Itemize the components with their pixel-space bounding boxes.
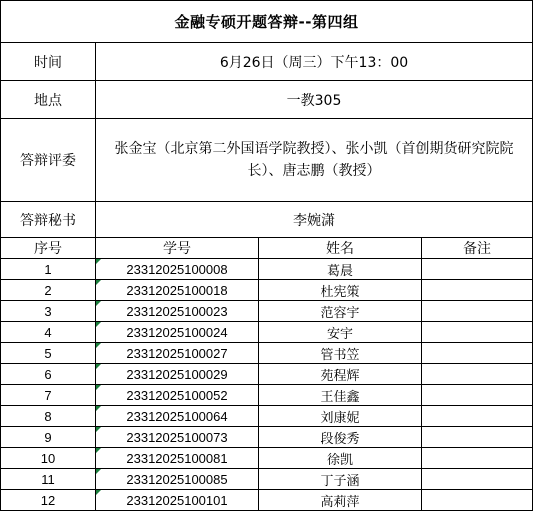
row-no[interactable]: 12 bbox=[1, 490, 96, 511]
row-student-id[interactable] bbox=[96, 322, 259, 343]
row-note[interactable] bbox=[422, 490, 533, 511]
header-name[interactable]: 姓名 bbox=[259, 238, 422, 259]
row-note[interactable] bbox=[422, 280, 533, 301]
row-name[interactable]: 丁子涵 bbox=[259, 469, 422, 490]
row-no[interactable]: 8 bbox=[1, 406, 96, 427]
sheet-title[interactable]: 金融专硕开题答辩--第四组 bbox=[1, 1, 533, 43]
row-student-id[interactable] bbox=[96, 385, 259, 406]
secretary-row bbox=[1, 202, 533, 238]
table-row bbox=[1, 364, 533, 385]
time-row bbox=[1, 43, 533, 81]
row-no[interactable]: 4 bbox=[1, 322, 96, 343]
row-student-id[interactable] bbox=[96, 301, 259, 322]
student-id-text: 23312025100073 bbox=[126, 429, 228, 445]
table-row bbox=[1, 469, 533, 490]
student-id-text: 23312025100008 bbox=[126, 261, 228, 277]
student-id-text: 23312025100081 bbox=[126, 450, 228, 466]
row-no[interactable]: 6 bbox=[1, 364, 96, 385]
row-note[interactable] bbox=[422, 448, 533, 469]
row-no[interactable]: 5 bbox=[1, 343, 96, 364]
table-row bbox=[1, 406, 533, 427]
row-name[interactable]: 刘康妮 bbox=[259, 406, 422, 427]
column-header-row bbox=[1, 238, 533, 259]
row-note[interactable] bbox=[422, 259, 533, 280]
committee-value[interactable]: 张金宝（北京第二外国语学院教授）、张小凯（首创期货研究院院长）、唐志鹏（教授） bbox=[96, 119, 533, 202]
row-name[interactable]: 安宇 bbox=[259, 322, 422, 343]
place-row bbox=[1, 81, 533, 119]
row-name[interactable]: 王佳鑫 bbox=[259, 385, 422, 406]
row-note[interactable] bbox=[422, 343, 533, 364]
student-id-text: 23312025100101 bbox=[126, 492, 228, 508]
title-row bbox=[1, 1, 533, 43]
secretary-value[interactable]: 李婉潇 bbox=[96, 202, 533, 238]
row-name[interactable]: 徐凯 bbox=[259, 448, 422, 469]
row-note[interactable] bbox=[422, 406, 533, 427]
time-label[interactable]: 时间 bbox=[1, 43, 96, 81]
text-number-flag-icon bbox=[96, 490, 101, 495]
text-number-flag-icon bbox=[96, 322, 101, 327]
table-row bbox=[1, 448, 533, 469]
row-name[interactable]: 段俊秀 bbox=[259, 427, 422, 448]
header-no[interactable]: 序号 bbox=[1, 238, 96, 259]
student-id-text: 23312025100024 bbox=[126, 324, 228, 340]
row-note[interactable] bbox=[422, 427, 533, 448]
text-number-flag-icon bbox=[96, 259, 101, 264]
row-name[interactable]: 葛晨 bbox=[259, 259, 422, 280]
row-note[interactable] bbox=[422, 322, 533, 343]
row-no[interactable]: 9 bbox=[1, 427, 96, 448]
row-no[interactable]: 3 bbox=[1, 301, 96, 322]
row-no[interactable]: 2 bbox=[1, 280, 96, 301]
table-row bbox=[1, 280, 533, 301]
table-row bbox=[1, 427, 533, 448]
place-value[interactable]: 一教305 bbox=[96, 81, 533, 119]
student-id-text: 23312025100029 bbox=[126, 366, 228, 382]
row-student-id[interactable] bbox=[96, 448, 259, 469]
header-note[interactable]: 备注 bbox=[422, 238, 533, 259]
student-id-text: 23312025100064 bbox=[126, 408, 228, 424]
row-name[interactable]: 高莉萍 bbox=[259, 490, 422, 511]
text-number-flag-icon bbox=[96, 280, 101, 285]
text-number-flag-icon bbox=[96, 469, 101, 474]
row-student-id[interactable] bbox=[96, 490, 259, 511]
row-student-id[interactable] bbox=[96, 406, 259, 427]
table-row bbox=[1, 322, 533, 343]
row-student-id[interactable] bbox=[96, 259, 259, 280]
text-number-flag-icon bbox=[96, 364, 101, 369]
text-number-flag-icon bbox=[96, 385, 101, 390]
schedule-body bbox=[1, 1, 533, 511]
student-id-text: 23312025100052 bbox=[126, 387, 228, 403]
text-number-flag-icon bbox=[96, 427, 101, 432]
row-student-id[interactable] bbox=[96, 427, 259, 448]
row-name[interactable]: 苑程辉 bbox=[259, 364, 422, 385]
row-note[interactable] bbox=[422, 385, 533, 406]
table-row bbox=[1, 301, 533, 322]
student-id-text: 23312025100027 bbox=[126, 345, 228, 361]
text-number-flag-icon bbox=[96, 301, 101, 306]
row-name[interactable]: 范容宇 bbox=[259, 301, 422, 322]
text-number-flag-icon bbox=[96, 448, 101, 453]
row-student-id[interactable] bbox=[96, 469, 259, 490]
row-no[interactable]: 1 bbox=[1, 259, 96, 280]
row-name[interactable]: 管书笠 bbox=[259, 343, 422, 364]
table-row bbox=[1, 490, 533, 511]
table-row bbox=[1, 385, 533, 406]
student-id-text: 23312025100085 bbox=[126, 471, 228, 487]
time-value[interactable]: 6月26日（周三）下午13：00 bbox=[96, 43, 533, 81]
row-student-id[interactable] bbox=[96, 280, 259, 301]
committee-row bbox=[1, 119, 533, 202]
secretary-label[interactable]: 答辩秘书 bbox=[1, 202, 96, 238]
text-number-flag-icon bbox=[96, 406, 101, 411]
committee-label[interactable]: 答辩评委 bbox=[1, 119, 96, 202]
row-no[interactable]: 7 bbox=[1, 385, 96, 406]
row-note[interactable] bbox=[422, 364, 533, 385]
table-row bbox=[1, 259, 533, 280]
row-name[interactable]: 杜宪策 bbox=[259, 280, 422, 301]
row-note[interactable] bbox=[422, 469, 533, 490]
row-student-id[interactable] bbox=[96, 343, 259, 364]
row-no[interactable]: 10 bbox=[1, 448, 96, 469]
student-id-text: 23312025100023 bbox=[126, 303, 228, 319]
header-student-id[interactable]: 学号 bbox=[96, 238, 259, 259]
table-row bbox=[1, 343, 533, 364]
row-note[interactable] bbox=[422, 301, 533, 322]
text-number-flag-icon bbox=[96, 343, 101, 348]
place-label[interactable]: 地点 bbox=[1, 81, 96, 119]
row-student-id[interactable] bbox=[96, 364, 259, 385]
student-id-text: 23312025100018 bbox=[126, 282, 228, 298]
row-no[interactable]: 11 bbox=[1, 469, 96, 490]
